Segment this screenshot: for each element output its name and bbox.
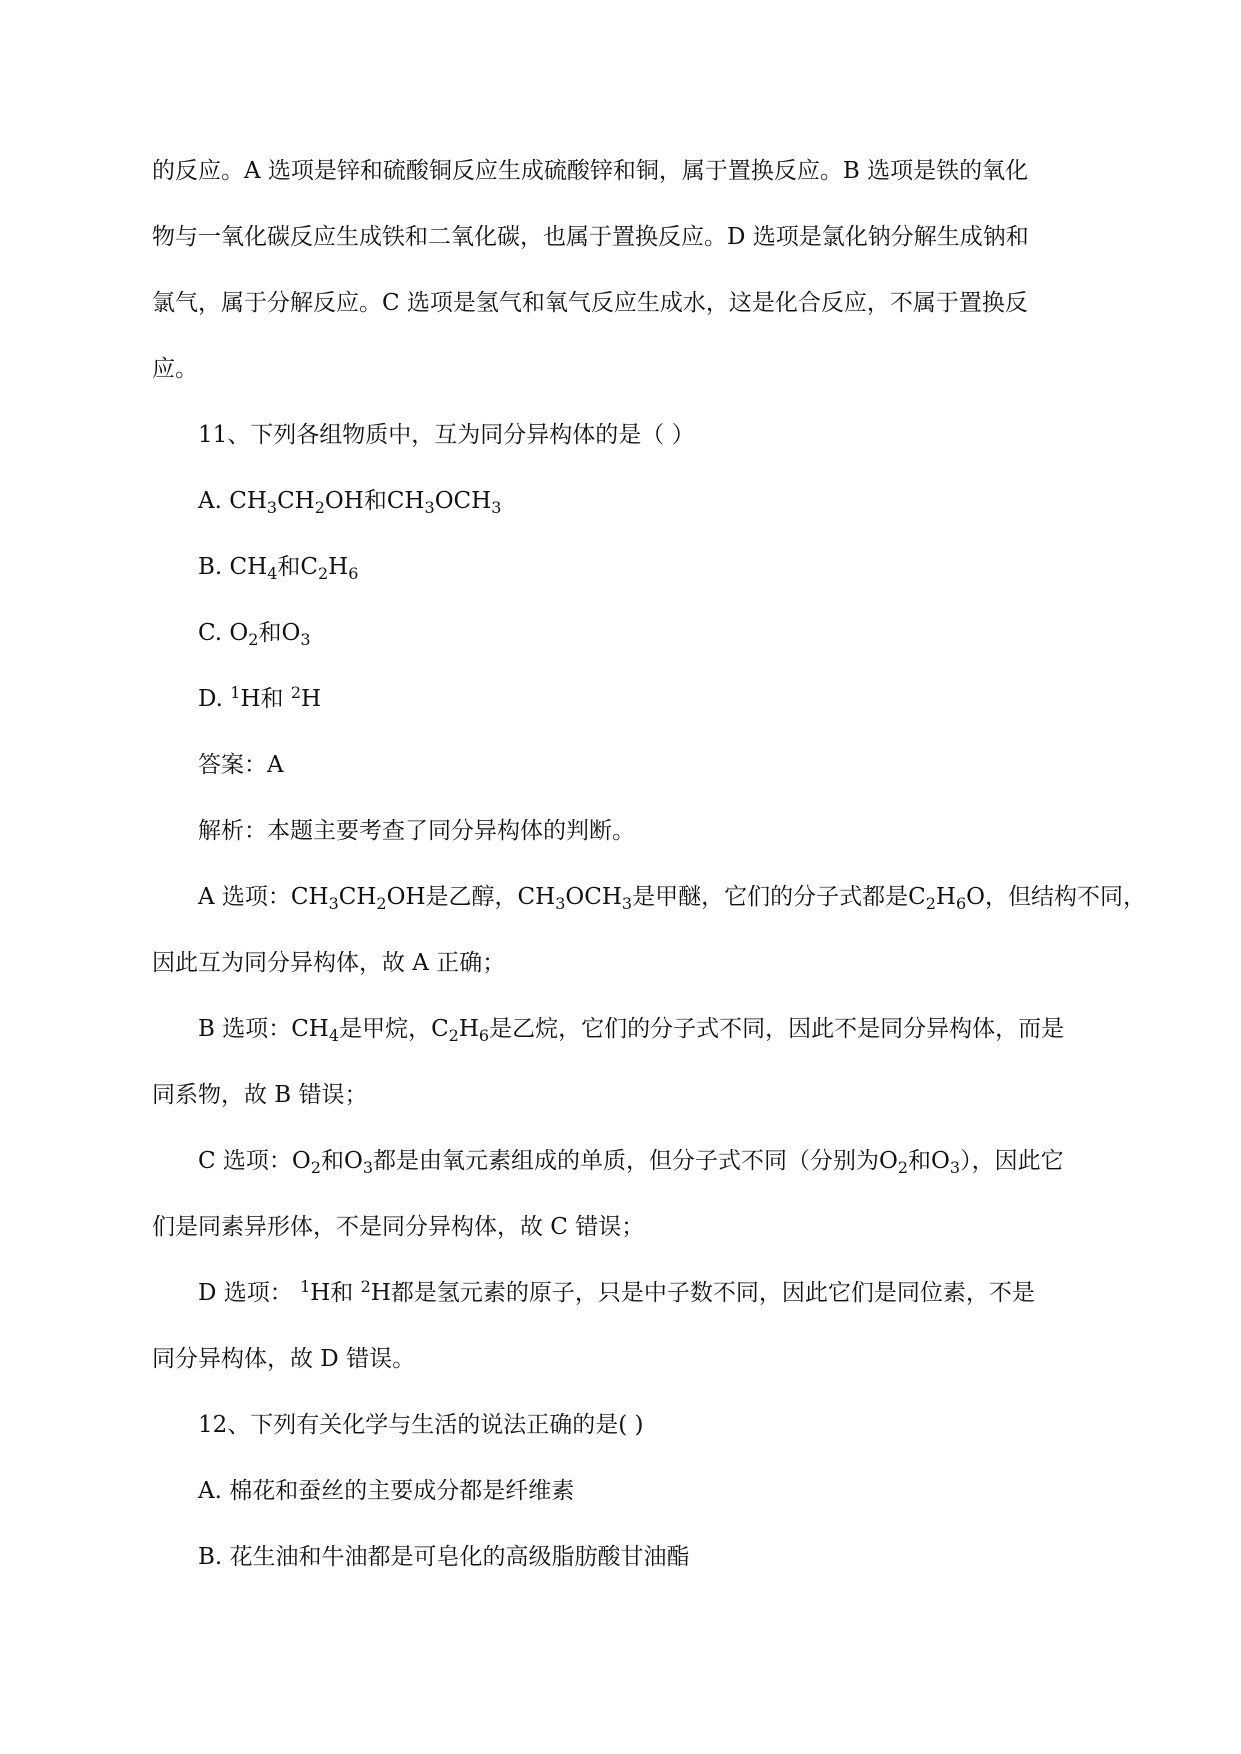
question-11-stem: 11、下列各组物质中，互为同分异构体的是（ ） (198, 422, 695, 448)
question-11-analysis-a: A 选项：$CH_3CH_2OH$是乙醇，$CH_3OCH_3$是甲醚，它们的分子式都是$C_2H_6O$，但结构不同， (198, 884, 1146, 913)
question-11-option-d: D. $^1$H和 $^2$H (198, 683, 322, 712)
question-12-option-a: A. 棉花和蚕丝的主要成分都是纤维素 (198, 1478, 575, 1504)
question-11-analysis-a-line-2: 因此互为同分异构体，故 A 正确； (152, 950, 506, 976)
document-page (152, 138, 1146, 1590)
question-11-option-b: B. $CH_4$和$C_2H_6$ (198, 554, 359, 583)
question-11-analysis-b-line-2: 同系物，故 B 错误； (152, 1082, 368, 1108)
question-12-stem: 12、下列有关化学与生活的说法正确的是( ) (198, 1412, 644, 1438)
question-11-analysis-c-line-2: 们是同素异形体，不是同分异构体，故 C 错误； (152, 1214, 645, 1240)
question-11-option-a: A. $CH_3CH_2OH$和$CH_3OCH_3$ (198, 488, 502, 517)
prev-analysis-line-1: 的反应。A 选项是锌和硫酸铜反应生成硫酸锌和铜，属于置换反应。B 选项是铁的氧化 (152, 158, 1029, 184)
question-11-answer: 答案：A (198, 752, 284, 778)
question-11-analysis-d: D 选项： $^1$H和 $^2$H都是氢元素的原子，只是中子数不同，因此它们是同位素，不是 (198, 1277, 1035, 1306)
prev-analysis-line-3: 氯气，属于分解反应。C 选项是氢气和氧气反应生成水，这是化合反应，不属于置换反 (152, 290, 1028, 316)
question-12-option-b: B. 花生油和牛油都是可皂化的高级脂肪酸甘油酯 (198, 1544, 690, 1570)
question-11-analysis-d-line-2: 同分异构体，故 D 错误。 (152, 1346, 416, 1372)
question-11-analysis-intro: 解析：本题主要考查了同分异构体的判断。 (198, 818, 635, 844)
prev-analysis-line-4: 应。 (152, 356, 198, 382)
question-11-option-c: C. $O_2$和$O_3$ (198, 620, 311, 649)
question-11-analysis-c: C 选项：$O_2$和$O_3$都是由氧元素组成的单质，但分子式不同（分别为$O_2$和$O_3$），因此它 (198, 1148, 1064, 1177)
prev-analysis-line-2: 物与一氧化碳反应生成铁和二氧化碳，也属于置换反应。D 选项是氯化钠分解生成钠和 (152, 224, 1029, 250)
question-11-analysis-b: B 选项：$CH_4$是甲烷，$C_2H_6$是乙烷，它们的分子式不同，因此不是同分异构体，而是 (198, 1016, 1065, 1045)
